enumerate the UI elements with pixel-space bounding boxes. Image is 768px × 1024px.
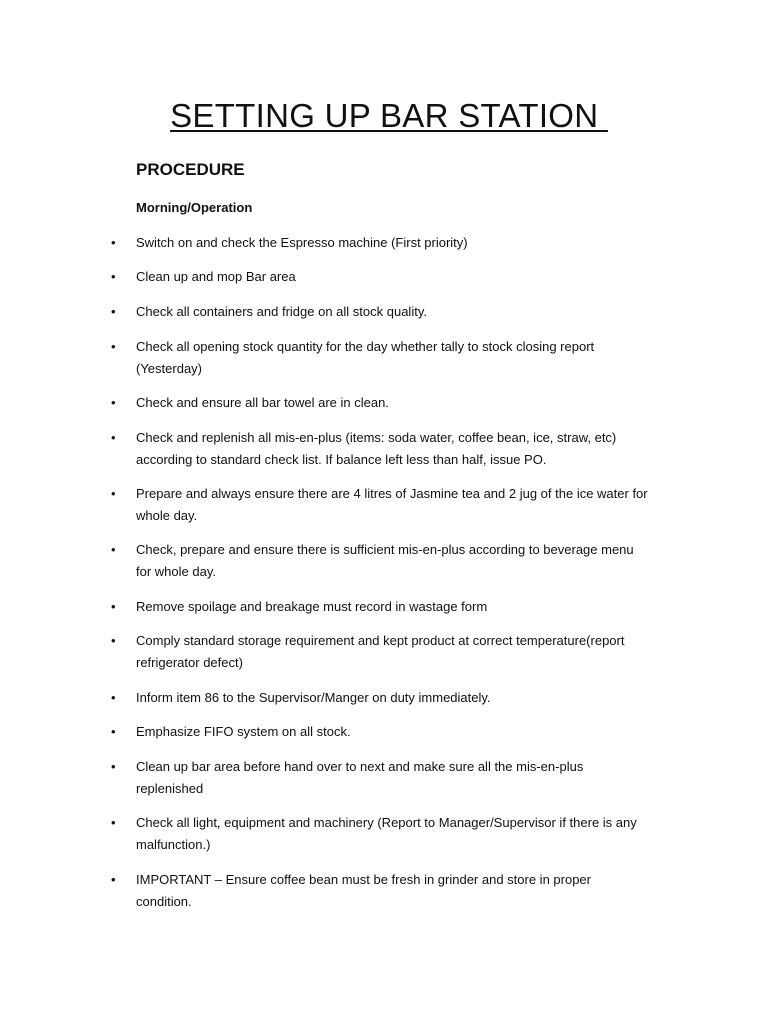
list-item-text: IMPORTANT – Ensure coffee bean must be fresh in grinder and store in proper condition. xyxy=(136,872,591,909)
bullet-icon: • xyxy=(111,724,116,739)
bullet-icon: • xyxy=(111,486,116,501)
section-subheading: Morning/Operation xyxy=(136,200,253,215)
list-item-text: Check all opening stock quantity for the day whether tally to stock closing report (Yesterday) xyxy=(136,339,595,376)
list-item-text: Emphasize FIFO system on all stock. xyxy=(136,724,351,739)
bullet-icon: • xyxy=(111,542,116,557)
list-item-text: Switch on and check the Espresso machine (First priority) xyxy=(136,235,468,250)
bullet-icon: • xyxy=(111,339,116,354)
list-item-text: Prepare and always ensure there are 4 litres of Jasmine tea and 2 jug of the ice water for whole day. xyxy=(136,486,648,523)
list-item-text: Check and ensure all bar towel are in clean. xyxy=(136,395,389,410)
bullet-icon: • xyxy=(111,269,116,284)
page-title: SETTING UP BAR STATION xyxy=(170,97,608,134)
bullet-icon: • xyxy=(111,599,116,614)
bullet-icon: • xyxy=(111,815,116,830)
list-item-text: Inform item 86 to the Supervisor/Manger on duty immediately. xyxy=(136,690,491,705)
list-item-text: Comply standard storage requirement and kept product at correct temperature(report refrigerator defect) xyxy=(136,633,625,670)
bullet-icon: • xyxy=(111,304,116,319)
list-item-text: Check and replenish all mis-en-plus (items: soda water, coffee bean, ice, straw, etc) according to standard check list. If balance left less than half, issue PO. xyxy=(136,430,617,467)
bullet-icon: • xyxy=(111,759,116,774)
bullet-icon: • xyxy=(111,872,116,887)
bullet-icon: • xyxy=(111,430,116,445)
bullet-icon: • xyxy=(111,633,116,648)
list-item-text: Clean up bar area before hand over to next and make sure all the mis-en-plus replenished xyxy=(136,759,584,796)
list-item-text: Clean up and mop Bar area xyxy=(136,269,296,284)
list-item-text: Check all containers and fridge on all stock quality. xyxy=(136,304,427,319)
bullet-icon: • xyxy=(111,395,116,410)
list-item-text: Remove spoilage and breakage must record in wastage form xyxy=(136,599,488,614)
section-heading: PROCEDURE xyxy=(136,160,245,179)
bullet-icon: • xyxy=(111,235,116,250)
bullet-icon: • xyxy=(111,690,116,705)
list-item-text: Check all light, equipment and machinery (Report to Manager/Supervisor if there is any malfunction.) xyxy=(136,815,637,852)
list-item-text: Check, prepare and ensure there is sufficient mis-en-plus according to beverage menu for whole day. xyxy=(136,542,634,579)
